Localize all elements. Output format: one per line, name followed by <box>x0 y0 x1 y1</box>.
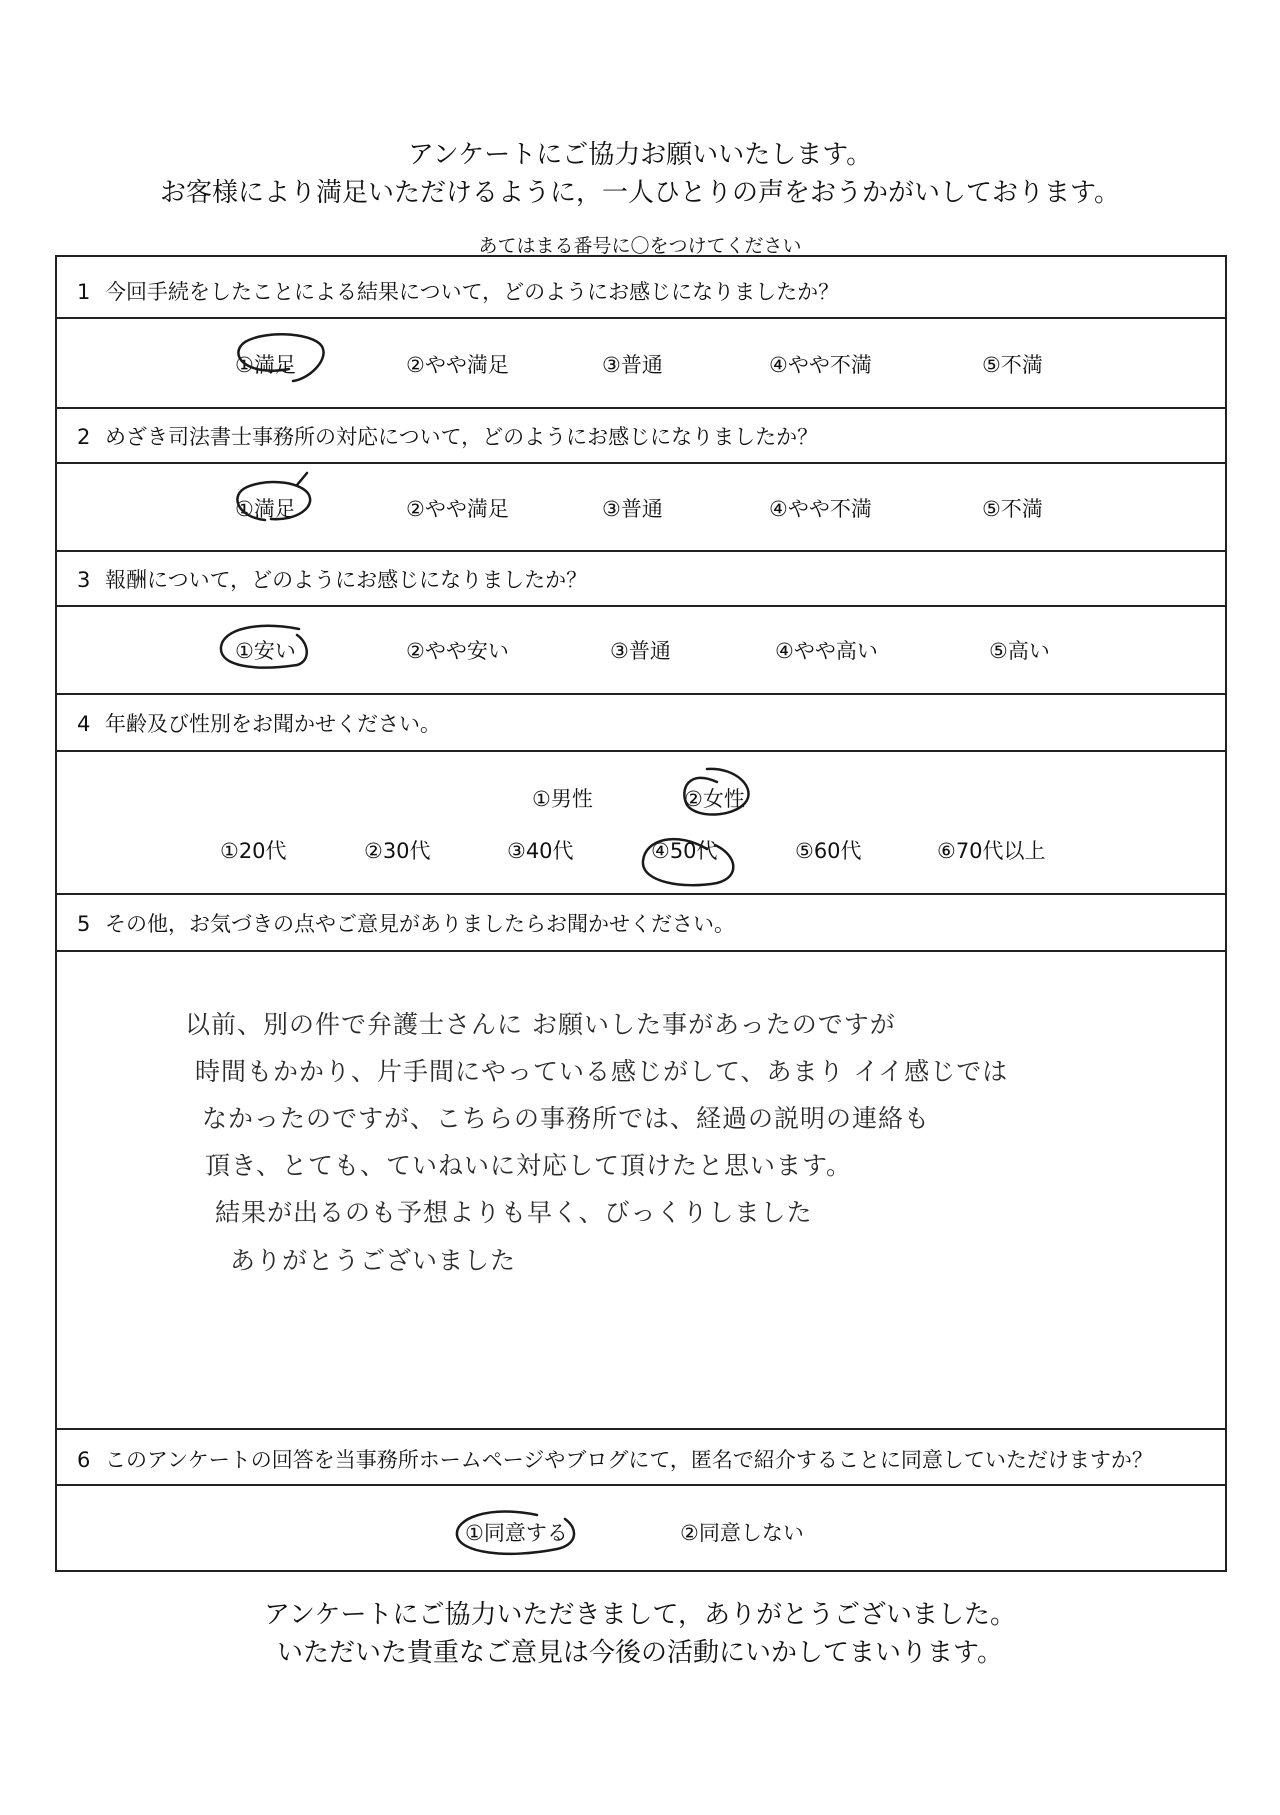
q6-option-disagree[interactable]: ②同意しない <box>680 1521 804 1545</box>
question-number: 2 <box>77 425 91 449</box>
q6-option-agree[interactable]: ①同意する <box>465 1521 568 1545</box>
q4-age-60s[interactable]: ⑤60代 <box>795 839 862 863</box>
question-text: 報酬について，どのようにお感じになりましたか？ <box>105 568 588 592</box>
question-text: その他，お気づきの点やご意見がありましたらお聞かせください。 <box>105 912 735 936</box>
q4-age-70s-plus[interactable]: ⑥70代以上 <box>937 839 1046 863</box>
question-number: 3 <box>77 568 91 592</box>
q3-option-3[interactable]: ③普通 <box>610 639 671 663</box>
question-text: このアンケートの回答を当事務所ホームページやブログにて，匿名で紹介することに同意していただけますか？ <box>105 1448 1153 1472</box>
q4-age-40s[interactable]: ③40代 <box>507 839 574 863</box>
footer-line-2: いただいた貴重なご意見は今後の活動にいかしてまいります。 <box>277 1638 1003 1668</box>
q4-age-circle <box>643 839 733 885</box>
q2-option-4[interactable]: ④やや不満 <box>769 497 872 521</box>
q4-gender-circle <box>684 769 748 815</box>
q3-option-1[interactable]: ①安い <box>235 639 296 663</box>
question-number: 1 <box>77 280 91 304</box>
question-text: 今回手続をしたことによる結果について，どのようにお感じになりましたか？ <box>105 280 840 304</box>
header-line-2: お客様により満足いただけるように，一人ひとりの声をおうかがいしております。 <box>160 178 1120 208</box>
q1-option-5[interactable]: ⑤不満 <box>982 353 1043 377</box>
question-number: 6 <box>77 1448 91 1472</box>
q2-selection-circle <box>237 473 310 520</box>
q3-option-2[interactable]: ②やや安い <box>406 639 509 663</box>
q1-selection-circle <box>238 334 323 381</box>
question-number: 4 <box>77 712 91 736</box>
comment-line-1: 以前、別の件で弁護士さんに お願いした事があったのですが <box>185 1010 896 1039</box>
handwritten-marks <box>57 257 1229 1574</box>
header-line-1: アンケートにご協力お願いいたします。 <box>407 140 873 170</box>
q4-gender-female[interactable]: ②女性 <box>684 787 745 811</box>
q4-age-20s[interactable]: ①20代 <box>220 839 287 863</box>
instruction-text: あてはまる番号に〇をつけてください <box>478 235 802 257</box>
q4-gender-male[interactable]: ①男性 <box>532 787 593 811</box>
q1-option-2[interactable]: ②やや満足 <box>406 353 509 377</box>
question-text: めざき司法書士事務所の対応について，どのようにお感じになりましたか？ <box>105 425 819 449</box>
q3-option-4[interactable]: ④やや高い <box>775 639 878 663</box>
question-number: 5 <box>77 912 91 936</box>
q4-age-50s[interactable]: ④50代 <box>651 839 718 863</box>
q2-option-3[interactable]: ③普通 <box>602 497 663 521</box>
q1-option-3[interactable]: ③普通 <box>602 353 663 377</box>
survey-form <box>55 255 1227 1572</box>
q6-selection-circle <box>457 1512 574 1554</box>
comment-line-4: 頂き、とても、ていねいに対応して頂けたと思います。 <box>205 1151 853 1180</box>
comment-line-3: なかったのですが、こちらの事務所では、経過の説明の連絡も <box>202 1104 931 1133</box>
q2-option-2[interactable]: ②やや満足 <box>406 497 509 521</box>
q4-age-30s[interactable]: ②30代 <box>364 839 431 863</box>
q3-option-5[interactable]: ⑤高い <box>989 639 1050 663</box>
q2-option-5[interactable]: ⑤不満 <box>982 497 1043 521</box>
footer-line-1: アンケートにご協力いただきまして，ありがとうございました。 <box>264 1600 1016 1630</box>
comment-line-5: 結果が出るのも予想よりも早く、びっくりしました <box>215 1198 813 1227</box>
q1-option-1[interactable]: ①満足 <box>235 353 296 377</box>
q3-selection-circle <box>221 626 307 668</box>
q2-option-1[interactable]: ①満足 <box>235 497 296 521</box>
comment-line-6: ありがとうございました <box>230 1246 517 1275</box>
comment-line-2: 時間もかかり、片手間にやっている感じがして、あまり イイ感じでは <box>195 1057 1009 1086</box>
q1-option-4[interactable]: ④やや不満 <box>769 353 872 377</box>
question-text: 年齢及び性別をお聞かせください。 <box>105 712 441 736</box>
